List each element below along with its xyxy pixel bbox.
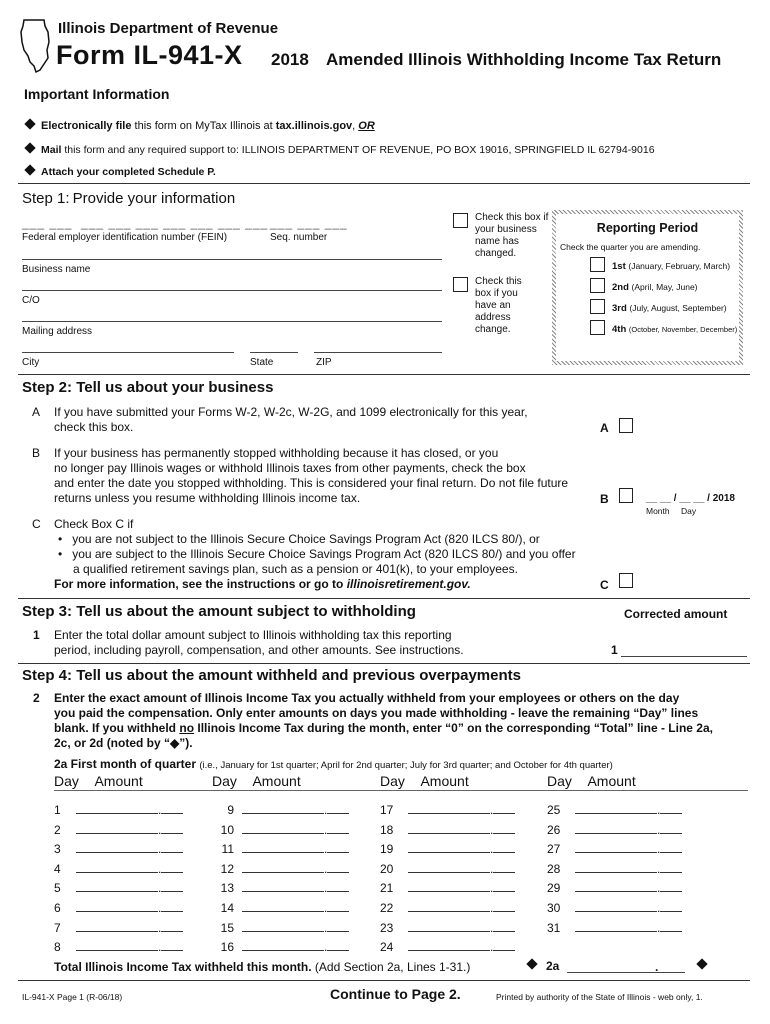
business-name-label: Business name: [22, 264, 91, 275]
step2-a-letter: A: [32, 405, 41, 419]
day-number: 25: [547, 803, 561, 817]
day-amount-row: [380, 861, 515, 876]
day-amount-input[interactable]: [408, 802, 490, 814]
day-amount-row: [212, 939, 349, 954]
form-id: Form IL-941-X: [56, 40, 243, 70]
decimal-point: .: [490, 920, 494, 935]
total-diamond-icon-right: [698, 960, 713, 972]
decimal-point: .: [490, 822, 494, 837]
fein-input[interactable]: ___ ___ ___ ___ ___ ___ ___ ___ ___: [22, 216, 269, 230]
step4-line-number: 2: [33, 691, 40, 705]
day-number: 15: [220, 920, 234, 935]
decimal-point: .: [158, 861, 162, 876]
day-cents-input[interactable]: [161, 939, 183, 951]
decimal-point: .: [324, 881, 328, 896]
day-amount-row: [212, 920, 349, 935]
day-number: 31: [547, 920, 561, 935]
day-amount-input[interactable]: [575, 802, 657, 814]
total-diamond-icon: [528, 960, 543, 972]
day-amount-row: [54, 802, 183, 817]
day-amount-input[interactable]: [76, 841, 158, 853]
step2-b-text: If your business has permanently stopped withholding because it has closed, or you no longer pay Illinois wages or withhold Illinois taxes from other payments, check the box and enter the date you stopped withholding. This is considered your final return. Do not file future returns unless you resume withholding Illinois income tax.: [54, 446, 569, 505]
decimal-point: .: [158, 803, 162, 817]
col2-header: Day Amount: [212, 773, 301, 789]
day-cents-input[interactable]: [660, 900, 682, 912]
day-cents-input[interactable]: [327, 920, 349, 932]
step2-c-text: Check Box C if • you are not subject to the Illinois Secure Choice Savings Program Act (820 ILCS 80/), or • you are subject to the Illinois Secure Choice Savings Program Act (820 ILCS 80/) and you offer a qualified retirement savings plan, such as a pension or 401(k), to your employees. For more information, see the instructions or go to illinoisretirement.gov.: [54, 517, 576, 591]
day-cents-input[interactable]: [660, 861, 682, 873]
day-number: 13: [220, 881, 234, 896]
decimal-point: .: [657, 861, 661, 876]
line1-amount-input[interactable]: [621, 656, 747, 657]
day-amount-row: [547, 822, 682, 837]
day-amount-input[interactable]: [408, 841, 490, 853]
total-line-label: Total Illinois Income Tax withheld this month. (Add Section 2a, Lines 1-31.): [54, 960, 471, 974]
quarter4-label: 4th (October, November, December): [612, 324, 738, 335]
day-cents-input[interactable]: [493, 939, 515, 951]
day-amount-input[interactable]: [76, 861, 158, 873]
total-decimal: .: [655, 960, 659, 974]
day-number: 24: [380, 940, 394, 955]
day-amount-row: [380, 802, 515, 817]
decimal-point: .: [490, 803, 494, 817]
step2-a-text: If you have submitted your Forms W-2, W-2c, W-2G, and 1099 electronically for this year, check this box.: [54, 405, 528, 434]
continue-text: Continue to Page 2.: [330, 986, 461, 1002]
step1-heading: Step 1: Provide your information: [22, 190, 236, 207]
day-amount-input[interactable]: [575, 822, 657, 834]
day-cents-input[interactable]: [161, 900, 183, 912]
box-c-checkbox[interactable]: [619, 573, 633, 588]
day-cents-input[interactable]: [161, 861, 183, 873]
seq-input[interactable]: ___ ___ ___: [270, 216, 348, 230]
state-label: State: [250, 357, 274, 368]
important-heading: Important Information: [24, 86, 170, 102]
city-input[interactable]: [22, 352, 234, 353]
day-amount-input[interactable]: [408, 822, 490, 834]
day-amount-input[interactable]: [408, 939, 490, 951]
day-number: 1: [54, 803, 61, 817]
day-cents-input[interactable]: [493, 880, 515, 892]
decimal-point: .: [158, 940, 162, 955]
day-number: 5: [54, 881, 61, 896]
day-amount-row: [380, 841, 515, 856]
decimal-point: .: [324, 803, 328, 817]
day-amount-row: [547, 841, 682, 856]
quarter3-checkbox[interactable]: [590, 299, 605, 314]
tax-year: 2018: [271, 50, 309, 69]
zip-label: ZIP: [316, 357, 332, 368]
month-label: Month: [646, 506, 670, 516]
quarter3-label: 3rd (July, August, September): [612, 303, 727, 314]
day-cents-input[interactable]: [493, 822, 515, 834]
day-amount-row: [54, 939, 183, 954]
day-amount-input[interactable]: [575, 861, 657, 873]
day-number: 7: [54, 920, 61, 935]
decimal-point: .: [324, 920, 328, 935]
decimal-point: .: [324, 901, 328, 915]
col1-header: Day Amount: [54, 773, 143, 789]
bullet-efile: Electronically file this form on MyTax Illinois at tax.illinois.gov, OR: [26, 120, 375, 132]
total-2a-input[interactable]: [567, 972, 685, 973]
day-cents-input[interactable]: [161, 802, 183, 814]
day-amount-row: [54, 861, 183, 876]
day-number: 8: [54, 940, 61, 955]
day-amount-row: [54, 822, 183, 837]
day-amount-row: [212, 802, 349, 817]
decimal-point: .: [324, 940, 328, 955]
day-cents-input[interactable]: [493, 802, 515, 814]
day-number: 11: [221, 842, 234, 857]
quarter1-checkbox[interactable]: [590, 257, 605, 272]
day-amount-row: [547, 880, 682, 895]
day-amount-input[interactable]: [76, 802, 158, 814]
name-change-checkbox[interactable]: [453, 213, 468, 228]
decimal-point: .: [158, 901, 162, 915]
day-amount-input[interactable]: [242, 900, 324, 912]
corrected-amount-header: Corrected amount: [624, 607, 728, 621]
day-cents-input[interactable]: [327, 841, 349, 853]
decimal-point: .: [657, 920, 661, 935]
day-cents-input[interactable]: [327, 939, 349, 951]
day-amount-row: [547, 920, 682, 935]
mailing-address-input[interactable]: [22, 321, 442, 322]
form-title: Amended Illinois Withholding Income Tax Return: [326, 50, 722, 69]
day-number: 17: [380, 803, 394, 817]
day-number: 19: [380, 842, 394, 857]
box-a-checkbox[interactable]: [619, 418, 633, 433]
day-cents-input[interactable]: [161, 822, 183, 834]
day-amount-input[interactable]: [76, 880, 158, 892]
step3-heading: Step 3: Tell us about the amount subject to withholding: [22, 603, 416, 620]
day-cents-input[interactable]: [327, 880, 349, 892]
address-change-checkbox[interactable]: [453, 277, 468, 292]
day-number: 4: [54, 861, 61, 876]
day-number: 2: [54, 822, 61, 837]
day-number: 20: [380, 861, 394, 876]
city-label: City: [22, 357, 40, 368]
day-amount-row: [212, 900, 349, 915]
step2-heading: Step 2: Tell us about your business: [22, 379, 274, 396]
reporting-period-subtitle: Check the quarter you are amending.: [560, 242, 701, 252]
diamond-icon: [24, 142, 35, 153]
page-id: IL-941-X Page 1 (R-06/18): [22, 992, 123, 1002]
day-amount-input[interactable]: [242, 880, 324, 892]
day-amount-row: [54, 900, 183, 915]
quarter1-label: 1st (January, February, March): [612, 261, 731, 272]
agency-name: Illinois Department of Revenue: [58, 20, 279, 37]
box-b-checkbox[interactable]: [619, 488, 633, 503]
day-amount-row: [547, 900, 682, 915]
total-line-ref: 2a: [546, 959, 560, 973]
decimal-point: .: [158, 881, 162, 896]
day-number: 12: [220, 861, 234, 876]
day-number: 29: [547, 881, 561, 896]
decimal-point: .: [657, 803, 661, 817]
quarter4-checkbox[interactable]: [590, 320, 605, 335]
day-amount-row: [380, 822, 515, 837]
day-amount-input[interactable]: [575, 880, 657, 892]
decimal-point: .: [158, 822, 162, 837]
decimal-point: .: [158, 920, 162, 935]
step3-line-number: 1: [33, 628, 40, 642]
line1-ref: 1: [611, 643, 618, 657]
co-label: C/O: [22, 295, 40, 306]
box-a-ref: A: [600, 421, 609, 435]
name-change-label: Check this box if your business name has changed.: [475, 212, 549, 259]
day-amount-input[interactable]: [242, 939, 324, 951]
diamond-icon: [24, 164, 35, 175]
mailing-address-label: Mailing address: [22, 326, 93, 337]
decimal-point: .: [158, 842, 162, 857]
decimal-point: .: [490, 861, 494, 876]
line2a-heading: 2a First month of quarter (i.e., January for 1st quarter; April for 2nd quarter; July for 3rd quarter; and October for 4th quarter): [54, 757, 613, 771]
day-cents-input[interactable]: [161, 841, 183, 853]
day-cents-input[interactable]: [493, 841, 515, 853]
decimal-point: .: [657, 822, 661, 837]
decimal-point: .: [657, 842, 661, 857]
day-number: 3: [54, 842, 61, 857]
day-amount-input[interactable]: [76, 920, 158, 932]
decimal-point: .: [490, 901, 494, 915]
decimal-point: .: [490, 881, 494, 896]
day-amount-input[interactable]: [242, 920, 324, 932]
day-amount-row: [212, 841, 349, 856]
address-change-label: Check this box if you have an address change.: [475, 276, 522, 335]
col4-header: Day Amount: [547, 773, 636, 789]
day-cents-input[interactable]: [327, 802, 349, 814]
box-c-ref: C: [600, 578, 609, 592]
day-amount-row: [380, 880, 515, 895]
day-number: 9: [227, 803, 234, 817]
day-amount-row: [54, 880, 183, 895]
day-cents-input[interactable]: [493, 861, 515, 873]
day-amount-row: [380, 939, 515, 954]
day-amount-input[interactable]: [575, 841, 657, 853]
day-number: 16: [220, 940, 234, 955]
day-amount-row: [212, 880, 349, 895]
day-cents-input[interactable]: [161, 920, 183, 932]
decimal-point: .: [324, 842, 328, 857]
day-amount-input[interactable]: [242, 802, 324, 814]
day-amount-row: [547, 802, 682, 817]
day-number: 30: [547, 901, 561, 915]
day-cents-input[interactable]: [660, 822, 682, 834]
reporting-period-title: Reporting Period: [596, 221, 699, 235]
step4-instructions: Enter the exact amount of Illinois Income Tax you actually withheld from your employees or others on the day you paid the compensation. Only enter amounts on days you made withholding - leave the remaining “Day” lines blank. If you withheld no Illinois Income Tax during the month, enter “0” on the corresponding “Total” line - Line 2a, 2c, or 2d (noted by “◆”).: [54, 691, 713, 750]
day-cents-input[interactable]: [660, 802, 682, 814]
day-number: 28: [547, 861, 561, 876]
day-cents-input[interactable]: [493, 920, 515, 932]
day-amount-row: [54, 920, 183, 935]
decimal-point: .: [490, 940, 494, 955]
day-cents-input[interactable]: [660, 920, 682, 932]
day-amount-input[interactable]: [408, 880, 490, 892]
day-number: 23: [380, 920, 394, 935]
zip-input[interactable]: [314, 352, 442, 353]
day-amount-row: [212, 822, 349, 837]
business-name-input[interactable]: [22, 259, 442, 260]
co-input[interactable]: [22, 290, 442, 291]
day-amount-row: [380, 900, 515, 915]
stop-date-input[interactable]: __ __ / __ __ / 2018: [646, 493, 735, 504]
illinois-state-outline-icon: [18, 18, 52, 74]
day-amount-input[interactable]: [242, 861, 324, 873]
day-amount-input[interactable]: [575, 900, 657, 912]
state-input[interactable]: [250, 352, 298, 353]
day-cents-input[interactable]: [327, 861, 349, 873]
decimal-point: .: [657, 881, 661, 896]
day-number: 14: [220, 901, 234, 915]
step4-heading: Step 4: Tell us about the amount withheld and previous overpayments: [22, 667, 521, 684]
quarter2-label: 2nd (April, May, June): [612, 282, 698, 293]
decimal-point: .: [490, 842, 494, 857]
day-amount-input[interactable]: [76, 939, 158, 951]
bullet-schedule-p: Attach your completed Schedule P.: [26, 166, 216, 178]
day-cents-input[interactable]: [493, 900, 515, 912]
day-amount-row: [380, 920, 515, 935]
printed-by: Printed by authority of the State of Illinois - web only, 1.: [496, 992, 703, 1002]
bullet-mail: Mail this form and any required support to: ILLINOIS DEPARTMENT OF REVENUE, PO BOX 19016, SPRINGFIELD IL 62794-9016: [26, 144, 655, 156]
day-label: Day: [681, 506, 697, 516]
day-amount-row: [212, 861, 349, 876]
day-amount-input[interactable]: [76, 822, 158, 834]
day-cents-input[interactable]: [660, 841, 682, 853]
day-amount-input[interactable]: [408, 920, 490, 932]
day-number: 22: [380, 901, 394, 915]
step3-text: Enter the total dollar amount subject to Illinois withholding tax this reporting period, including payroll, compensation, and other amounts. See instructions.: [54, 628, 464, 657]
day-number: 10: [220, 822, 234, 837]
decimal-point: .: [324, 822, 328, 837]
day-amount-input[interactable]: [408, 900, 490, 912]
step2-c-letter: C: [32, 517, 41, 531]
day-number: 18: [380, 822, 394, 837]
decimal-point: .: [324, 861, 328, 876]
day-number: 6: [54, 901, 61, 915]
box-b-ref: B: [600, 492, 609, 506]
day-amount-input[interactable]: [408, 861, 490, 873]
day-cents-input[interactable]: [660, 880, 682, 892]
seq-label: Seq. number: [270, 232, 328, 243]
day-number: 27: [547, 842, 561, 857]
day-amount-input[interactable]: [242, 822, 324, 834]
quarter2-checkbox[interactable]: [590, 278, 605, 293]
day-number: 21: [380, 881, 394, 896]
day-cents-input[interactable]: [161, 880, 183, 892]
day-amount-row: [54, 841, 183, 856]
day-amount-row: [547, 861, 682, 876]
day-number: 26: [547, 822, 561, 837]
day-amount-input[interactable]: [76, 900, 158, 912]
step2-b-letter: B: [32, 446, 41, 460]
day-amount-input[interactable]: [242, 841, 324, 853]
decimal-point: .: [657, 901, 661, 915]
day-cents-input[interactable]: [327, 822, 349, 834]
diamond-icon: [24, 118, 35, 129]
day-amount-input[interactable]: [575, 920, 657, 932]
fein-label: Federal employer identification number (FEIN): [22, 232, 228, 243]
day-cents-input[interactable]: [327, 900, 349, 912]
col3-header: Day Amount: [380, 773, 469, 789]
